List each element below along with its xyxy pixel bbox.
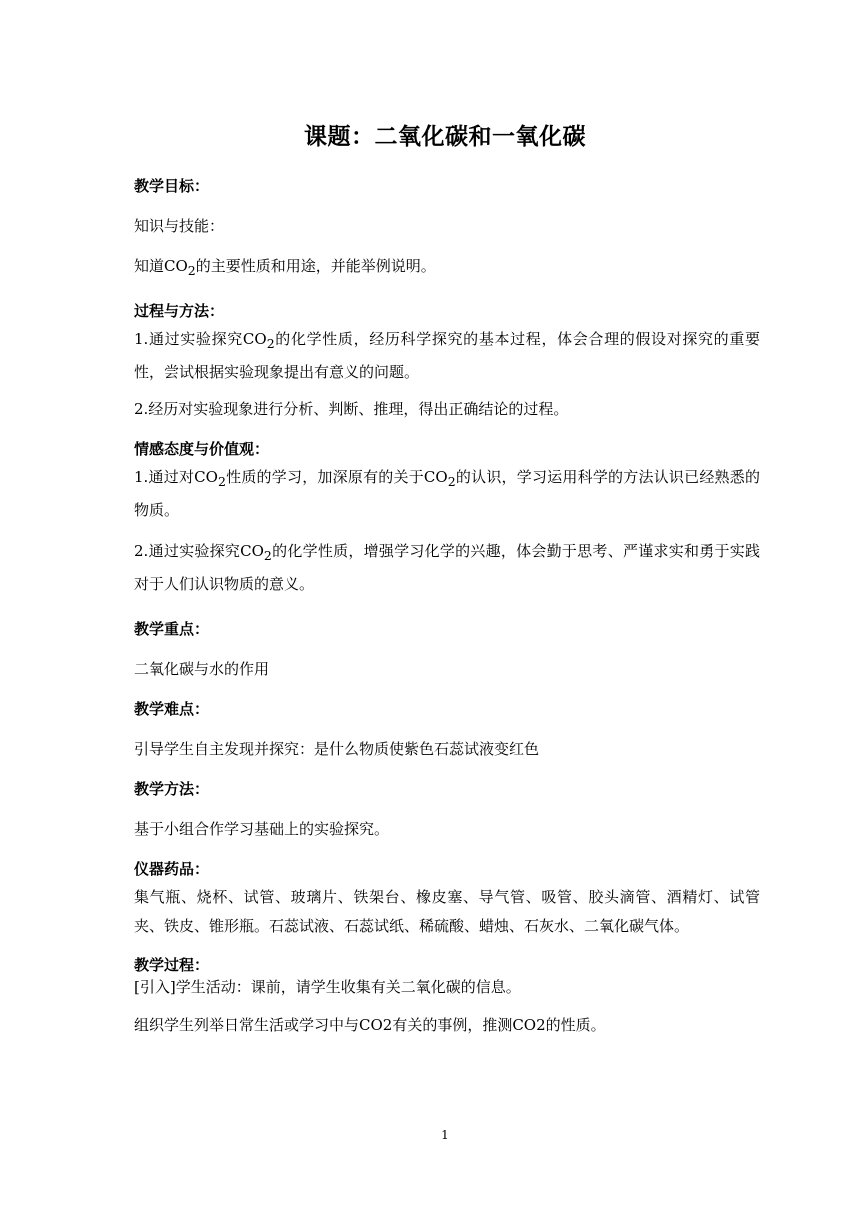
- process-item-2: 2.经历对实验现象进行分析、判断、推理，得出正确结论的过程。: [134, 400, 569, 418]
- procedure-intro: [引入]学生活动：课前，请学生收集有关二氧化碳的信息。: [134, 978, 521, 996]
- page-title: 课题：二氧化碳和一氧化碳: [304, 124, 586, 150]
- emotion-item-1: 1.通过对$CO_2$性质的学习，加深原有的关于$CO_2$的认识，学习运用科学的方法认识已经熟悉的物质。: [134, 468, 760, 519]
- materials-text: 集气瓶、烧杯、试管、玻璃片、铁架台、橡皮塞、导气管、吸管、胶头滴管、酒精灯、试管夹、铁皮、锥形瓶。石蕊试液、石蕊试纸、稀硫酸、蜡烛、石灰水、二氧化碳气体。: [134, 888, 760, 935]
- objectives-heading: 教学目标：: [134, 177, 210, 195]
- difficulty-text: 引导学生自主发现并探究：是什么物质使紫色石蕊试液变红色: [134, 740, 540, 758]
- method-heading: 教学方法：: [134, 780, 210, 798]
- difficulty-heading: 教学难点：: [134, 700, 210, 718]
- document-body: [134, 176, 760, 1055]
- knowledge-heading: 知识与技能：: [134, 217, 225, 235]
- method-text: 基于小组合作学习基础上的实验探究。: [134, 820, 390, 838]
- key-point-text: 二氧化碳与水的作用: [134, 660, 270, 678]
- emotion-heading: 情感态度与价值观：: [134, 440, 270, 458]
- process-item-1: 1.通过实验探究$CO_2$的化学性质，经历科学探究的基本过程，体会合理的假设对探究的重要性，尝试根据实验现象提出有意义的问题。: [134, 330, 760, 381]
- key-point-heading: 教学重点：: [134, 620, 210, 638]
- materials-heading: 仪器药品：: [134, 860, 210, 878]
- procedure-heading: 教学过程：: [134, 956, 210, 974]
- emotion-item-2: 2.通过实验探究$CO_2$的化学性质，增强学习化学的兴趣，体会勤于思考、严谨求实和勇于实践对于人们认识物质的意义。: [134, 542, 760, 593]
- process-heading: 过程与方法：: [134, 302, 225, 320]
- procedure-text: 组织学生列举日常生活或学习中与CO2有关的事例，推测CO2的性质。: [134, 1016, 606, 1034]
- page-number: 1: [441, 1128, 449, 1142]
- knowledge-text: 知道$CO_2$的主要性质和用途，并能举例说明。: [134, 257, 436, 278]
